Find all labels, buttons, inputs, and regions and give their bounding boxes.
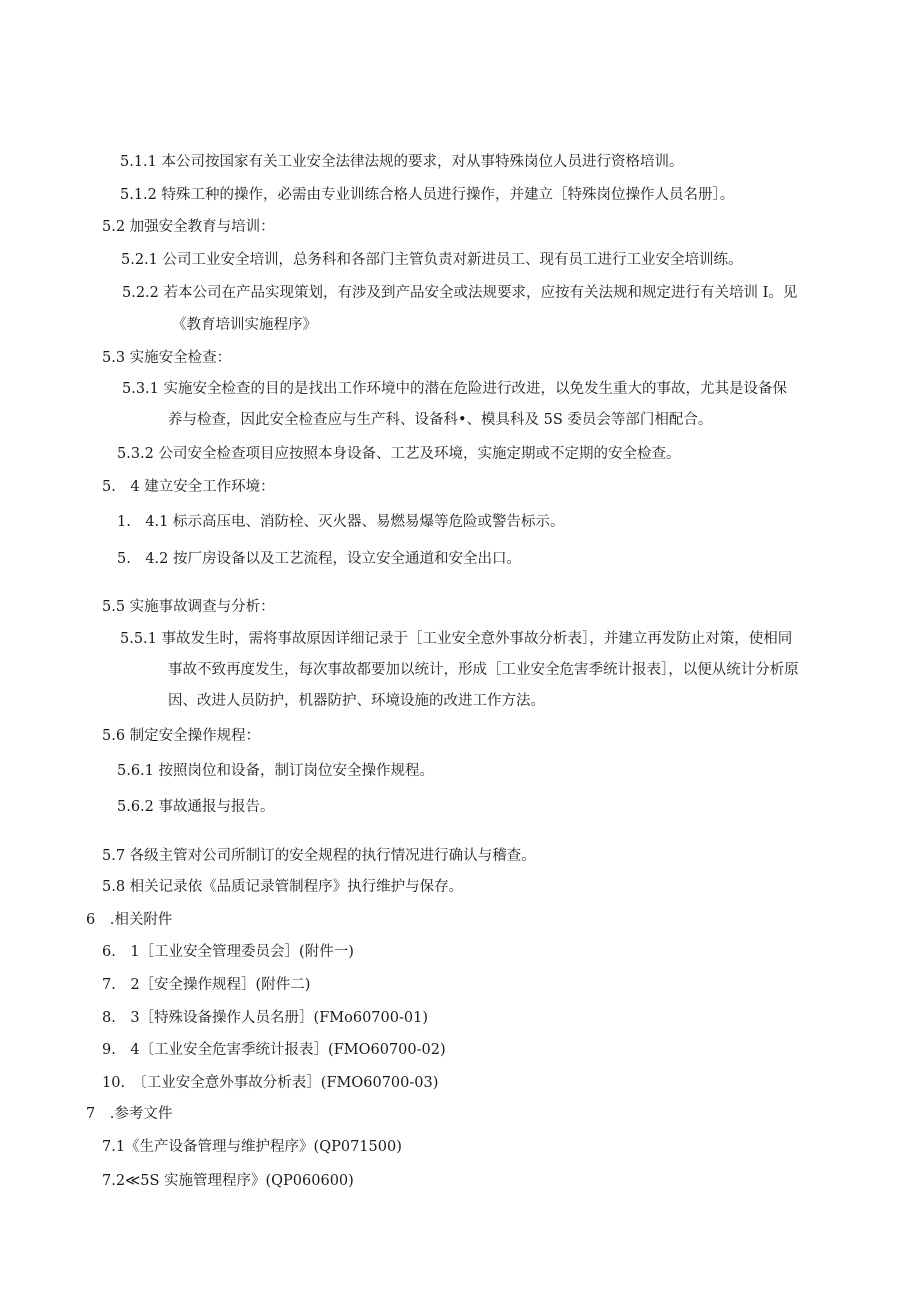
section-5-4-heading: 5. 4 建立安全工作环境： xyxy=(102,479,275,495)
attachment-5: 10. 〔工业安全意外事故分析表］(FMO60700-03) xyxy=(102,1075,439,1091)
clause-5-3-2: 5.3.2 公司安全检查项目应按照本身设备、工艺及环境，实施定期或不定期的安全检查。 xyxy=(117,446,681,462)
clause-5-2-2-cont: 《教育培训实施程序》 xyxy=(172,317,317,333)
clause-5-2-2: 5.2.2 若本公司在产品实现策划，有涉及到产品安全或法规要求，应按有关法规和规定进行有关培训 I。见 xyxy=(122,285,798,301)
clause-5-6-1: 5.6.1 按照岗位和设备，制订岗位安全操作规程。 xyxy=(117,763,435,779)
section-5-3-heading: 5.3 实施安全检查： xyxy=(102,350,232,366)
attachment-4: 9. 4〔工业安全危害季统计报表］(FMO60700-02) xyxy=(102,1042,446,1058)
section-5-6-heading: 5.6 制定安全操作规程： xyxy=(102,728,261,744)
section-6-heading: 6 .相关附件 xyxy=(86,912,173,928)
attachment-2: 7. 2［安全操作规程］(附件二) xyxy=(102,977,311,993)
clause-5-4-2: 5. 4.2 按厂房设备以及工艺流程，设立安全通道和安全出口。 xyxy=(117,551,522,567)
section-5-7: 5.7 各级主管对公司所制订的安全规程的执行情况进行确认与稽查。 xyxy=(102,848,536,864)
clause-5-5-1-cont-2: 因、改进人员防护，机器防护、环境设施的改进工作方法。 xyxy=(168,693,545,709)
clause-5-5-1: 5.5.1 事故发生时，需将事故原因详细记录于［工业安全意外事故分析表］，并建立再发防止对策，使相同 xyxy=(120,631,793,647)
section-5-5-heading: 5.5 实施事故调查与分析： xyxy=(102,599,275,615)
attachment-3: 8. 3［特殊设备操作人员名册］(FMo60700-01) xyxy=(102,1010,428,1026)
section-5-2-heading: 5.2 加强安全教育与培训： xyxy=(102,219,275,235)
reference-7-1: 7.1《生产设备管理与维护程序》(QP071500) xyxy=(102,1139,402,1155)
clause-5-3-1-cont: 养与检查，因此安全检查应与生产科、设备科•、模具科及 5S 委员会等部门相配合。 xyxy=(168,412,713,428)
clause-5-3-1: 5.3.1 实施安全检查的目的是找出工作环境中的潜在危险进行改进，以免发生重大的事故，尤其是设备保 xyxy=(122,381,787,397)
reference-7-2: 7.2≪5S 实施管理程序》(QP060600) xyxy=(102,1173,354,1189)
clause-5-6-2: 5.6.2 事故通报与报告。 xyxy=(117,799,275,815)
clause-5-1-1: 5.1.1 本公司按国家有关工业安全法律法规的要求，对从事特殊岗位人员进行资格培训。 xyxy=(120,154,684,170)
section-5-8: 5.8 相关记录依《品质记录管制程序》执行维护与保存。 xyxy=(102,879,464,895)
clause-5-4-1: 1. 4.1 标示高压电、消防栓、灭火器、易燃易爆等危险或警告标示。 xyxy=(117,514,565,530)
clause-5-5-1-cont-1: 事故不致再度发生，每次事故都要加以统计，形成［工业安全危害季统计报表］，以便从统计分析原 xyxy=(168,662,799,678)
section-7-heading: 7 .参考文件 xyxy=(86,1106,173,1122)
clause-5-1-2: 5.1.2 特殊工种的操作，必需由专业训练合格人员进行操作，并建立［特殊岗位操作人员名册］。 xyxy=(120,187,735,203)
attachment-1: 6. 1［工业安全管理委员会］(附件一) xyxy=(102,944,354,960)
clause-5-2-1: 5.2.1 公司工业安全培训，总务科和各部门主管负责对新进员工、现有员工进行工业安全培训练。 xyxy=(121,252,743,268)
